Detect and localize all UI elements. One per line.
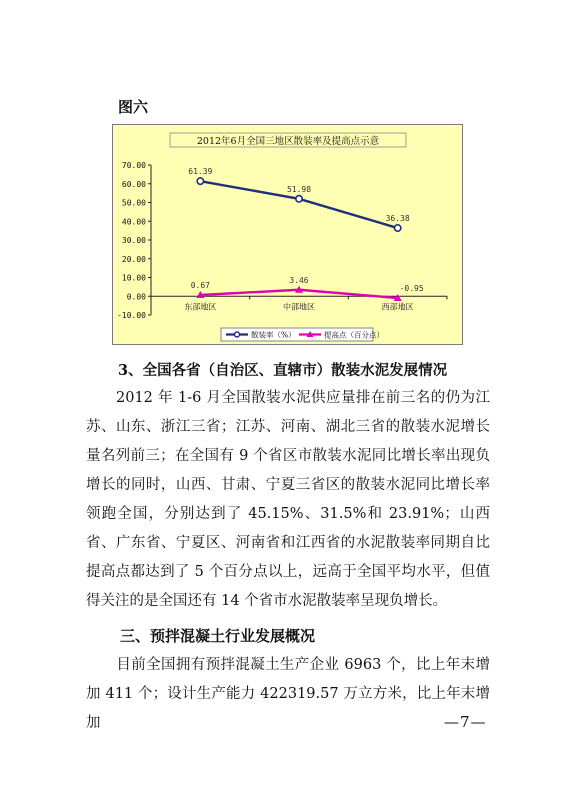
data-label: 51.98 <box>286 184 312 194</box>
section-3-heading: 3、全国各省（自治区、直辖市）散装水泥发展情况 <box>118 362 448 379</box>
data-point-marker <box>394 225 400 231</box>
x-tick-label: 西部地区 <box>381 302 414 312</box>
x-tick-label: 东部地区 <box>184 302 217 312</box>
chart-canvas <box>113 125 464 346</box>
section-three-heading: 三、预拌混凝土行业发展概况 <box>120 627 316 645</box>
y-tick-label: 0.00 <box>126 292 146 302</box>
data-label: 0.67 <box>190 280 210 290</box>
legend-entry-label: 散装率（%） <box>251 330 296 340</box>
data-label: 3.46 <box>289 275 309 285</box>
y-tick-label: 20.00 <box>121 254 146 264</box>
y-tick-label: 50.00 <box>121 198 146 208</box>
y-tick-label: 30.00 <box>121 236 146 245</box>
paragraph-text: 2012 年 1-6 月全国散装水泥供应量排在前三名的仍为江苏、山东、浙江三省；江苏、河南、湖北三省的散装水泥增长量名列前三；在全国有 9 个省区市散装水泥同比增长率出现负增长的同时，山西、甘肃、宁夏三省区的散装水泥同比增长率领跑全国，分别达到了 45.15%、31.5%和 23.91%；山西省、广东省、宁夏区、河南省和江西省的水泥散装率同期自比提高点都达到了 5 个百分点以上，远高于全国平均水平，但值得关注的是全国还有 14 个省市水泥散装率呈现负增长。 <box>86 390 490 609</box>
y-tick-label: 70.00 <box>121 161 146 170</box>
line-chart <box>112 124 463 345</box>
data-point-marker <box>197 178 203 184</box>
data-label: -0.95 <box>399 284 424 294</box>
page-number: —7— <box>444 713 487 731</box>
data-label: 61.39 <box>188 167 213 177</box>
y-tick-label: 60.00 <box>121 179 146 189</box>
legend-swatch-marker <box>235 332 240 337</box>
figure-label: 图六 <box>118 98 149 116</box>
paragraph-text: 目前全国拥有预拌混凝土生产企业 6963 个，比上年末增加 411 个；设计生产能力 422319.57 万立方米，比上年末增加 <box>86 657 490 731</box>
x-tick-label: 中部地区 <box>283 302 315 312</box>
y-tick-label: -10.00 <box>117 311 146 320</box>
legend-entry-label: 提高点（百分点） <box>324 330 384 340</box>
data-label: 36.38 <box>385 214 410 224</box>
y-tick-label: 40.00 <box>121 217 146 227</box>
y-tick-label: 10.00 <box>121 273 146 283</box>
paragraph-bulk-cement-provinces <box>86 384 490 616</box>
data-point-marker <box>296 196 302 202</box>
chart-title: 2012年6月全国三地区散装率及提高点示意 <box>196 136 380 147</box>
paragraph-ready-mix-concrete <box>86 651 490 738</box>
